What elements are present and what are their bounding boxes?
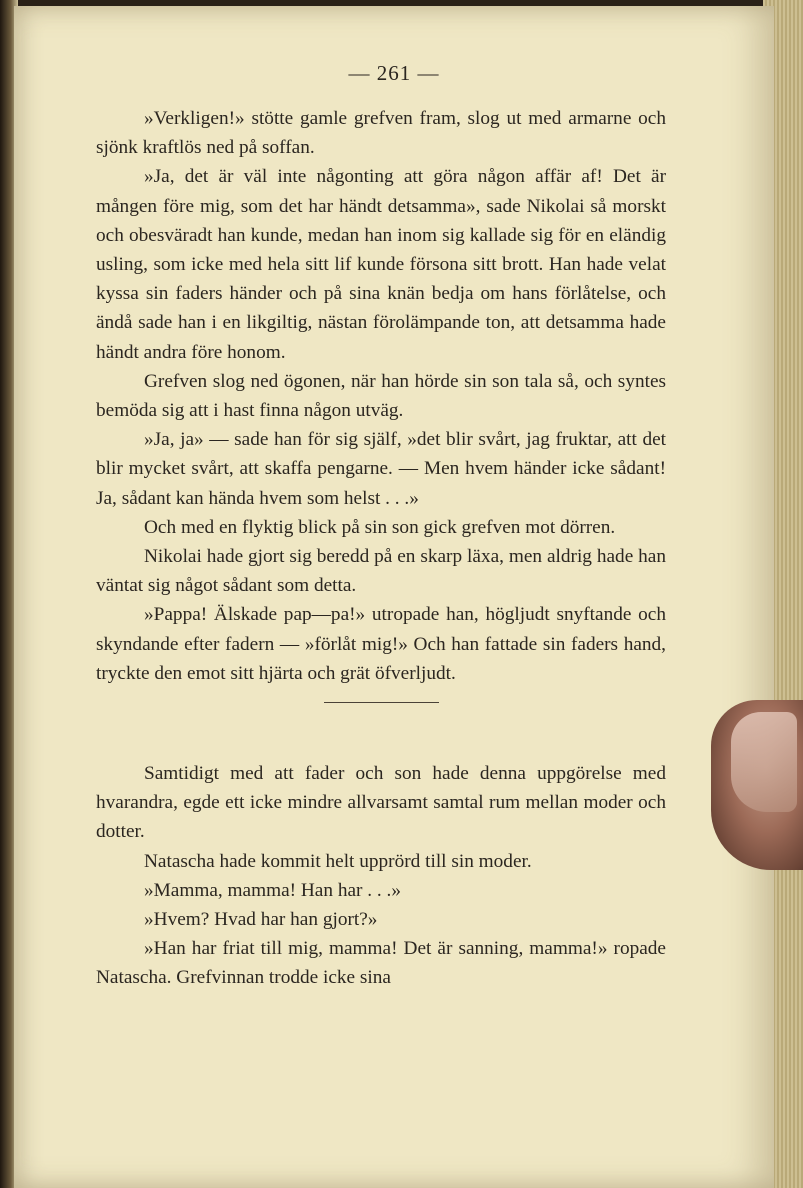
paragraph: »Ja, det är väl inte någonting att göra någon affär af! Det är mången före mig, som det har händt detsamma», sade Nikolai så morskt och obesväradt han kunde, medan han inom sig kallade sig för en eländig usling, som icke med hela sitt lif kunde försona sitt brott. Han hade velat kyssa sin faders händer och på sina knän bedja om hans förlåtelse, och ändå sade han i en likgiltig, nästan förolämpande ton, att detsamma hade händt andra före honom. [96, 166, 666, 363]
body-text [96, 104, 666, 993]
paragraph: »Ja, ja» — sade han för sig själf, »det blir svårt, jag fruktar, att det blir mycket svårt, att skaffa pengarne. — Men hvem händer icke sådant! Ja, sådant kan hända hvem som helst . . .» [96, 429, 666, 509]
paragraph: Samtidigt med att fader och son hade denna uppgörelse med hvarandra, egde ett icke mindre allvarsamt samtal rum mellan moder och dotter. [96, 763, 666, 843]
thumbnail-highlight [731, 712, 797, 812]
section-divider [324, 702, 439, 703]
paragraph: Nikolai hade gjort sig beredd på en skarp läxa, men aldrig hade han väntat sig något sådant som detta. [96, 546, 666, 597]
paragraph: Natascha hade kommit helt upprörd till sin moder. [144, 850, 532, 872]
page-number: — 261 — [348, 61, 440, 85]
paragraph: »Hvem? Hvad har han gjort?» [144, 909, 378, 931]
paragraph: Och med en flyktig blick på sin son gick grefven mot dörren. [144, 516, 616, 538]
paragraph: »Verkligen!» stötte gamle grefven fram, slog ut med armarne och sjönk kraftlös ned på soffan. [96, 108, 666, 159]
book-page [14, 6, 774, 1188]
paragraph: »Mamma, mamma! Han har . . .» [144, 879, 402, 901]
paragraph: Grefven slog ned ögonen, när han hörde sin son tala så, och syntes bemöda sig att i hast finna någon utväg. [96, 370, 666, 422]
paragraph: »Pappa! Älskade pap—pa!» utropade han, högljudt snyftande och skyndande efter fadern — »förlåt mig!» Och han fattade sin faders hand, tryckte den emot sitt hjärta och grät öfverljudt. [96, 604, 666, 684]
paragraph: »Han har friat till mig, mamma! Det är sanning, mamma!» ropade Natascha. Grefvinnan trodde icke sina [96, 938, 666, 989]
